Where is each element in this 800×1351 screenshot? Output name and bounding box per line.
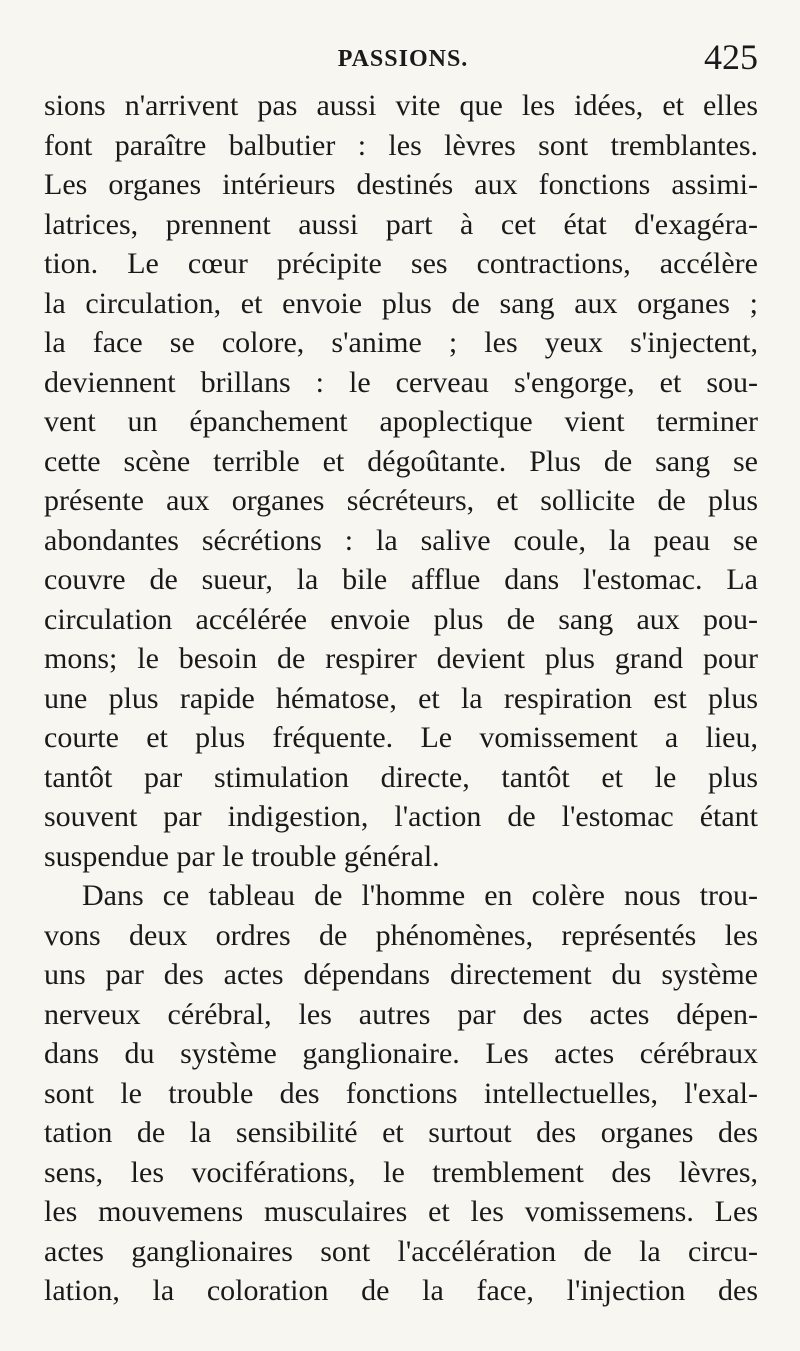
page-number: 425 — [704, 37, 758, 77]
text-line: sont le trouble des fonctions intellectuelles, l'exal- — [44, 1076, 758, 1110]
paragraph-start-line: Dans ce tableau de l'homme en colère nous trou- — [82, 879, 758, 912]
text-line: lation, la coloration de la face, l'injection des — [44, 1274, 758, 1307]
text-line: Les organes intérieurs destinés aux fonctions assimi- — [44, 168, 758, 201]
text-line: latrices, prennent aussi part à cet état d'exagéra- — [44, 207, 758, 241]
text-line: la face se colore, s'anime ; les yeux s'injectent, — [44, 326, 758, 359]
text-line: nerveux cérébral, les autres par des actes dépen- — [44, 997, 758, 1031]
text-line: sions n'arrivent pas aussi vite que les idées, et elles — [44, 89, 758, 122]
text-line: présente aux organes sécréteurs, et sollicite de plus — [44, 484, 758, 517]
text-line: la circulation, et envoie plus de sang aux organes ; — [44, 286, 758, 320]
text-line: dans du système ganglionaire. Les actes cérébraux — [44, 1037, 758, 1070]
text-line: souvent par indigestion, l'action de l'estomac étant — [44, 800, 758, 833]
text-line: vons deux ordres de phénomènes, représentés les — [44, 918, 758, 952]
text-line: uns par des actes dépendans directement du système — [44, 958, 758, 991]
text-line: les mouvemens musculaires et les vomissemens. Les — [44, 1195, 758, 1228]
text-line: une plus rapide hématose, et la respiration est plus — [44, 681, 758, 715]
text-line: abondantes sécrétions : la salive coule, la peau se — [44, 523, 758, 557]
running-title: PASSIONS. — [337, 46, 469, 72]
text-line: tantôt par stimulation directe, tantôt et le plus — [44, 760, 758, 794]
text-line: courte et plus fréquente. Le vomissement a lieu, — [44, 721, 758, 754]
text-line: vent un épanchement apoplectique vient terminer — [44, 405, 758, 438]
text-line: font paraître balbutier : les lèvres sont tremblantes. — [44, 128, 758, 162]
paragraph-end-line: suspendue par le trouble général. — [44, 839, 440, 873]
text-line: cette scène terrible et dégoûtante. Plus de sang se — [44, 444, 758, 478]
page-header — [48, 36, 758, 80]
text-line: deviennent brillans : le cerveau s'engorge, et sou- — [44, 365, 758, 399]
text-line: tion. Le cœur précipite ses contractions, accélère — [44, 247, 758, 280]
text-line: tation de la sensibilité et surtout des organes des — [44, 1116, 758, 1149]
text-line: actes ganglionaires sont l'accélération de la circu- — [44, 1234, 758, 1268]
text-line: mons; le besoin de respirer devient plus grand pour — [44, 642, 758, 675]
text-line: couvre de sueur, la bile afflue dans l'estomac. La — [44, 563, 758, 596]
text-line: sens, les vociférations, le tremblement des lèvres, — [44, 1155, 758, 1189]
text-line: circulation accélérée envoie plus de sang aux pou- — [44, 602, 758, 636]
page-body — [44, 86, 758, 1311]
